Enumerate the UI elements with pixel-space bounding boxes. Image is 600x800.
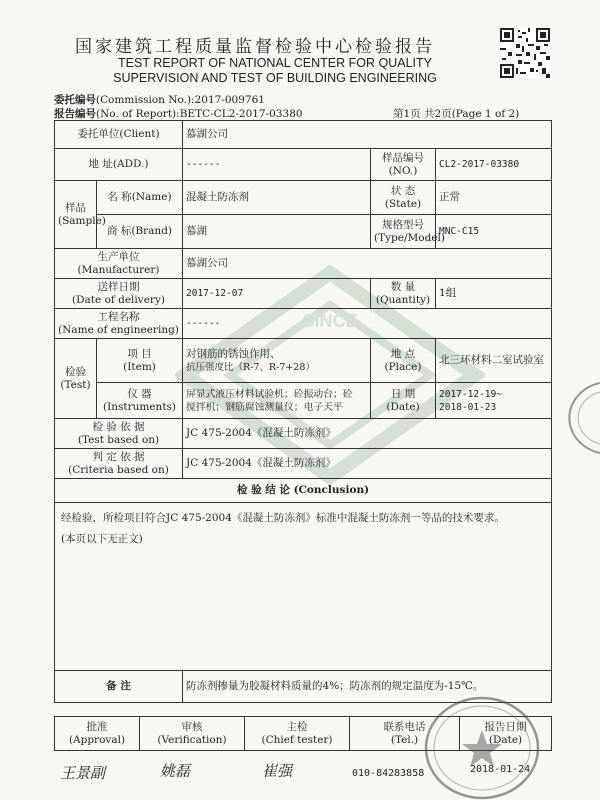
report-table [54, 120, 552, 703]
test-basis-label: 检 验 依 据 (Test based on) [55, 419, 183, 449]
conclusion-note: (本页以下无正文) [61, 533, 143, 545]
report-number: 报告编号(No. of Report):BETC-CL2-2017-03380 [54, 108, 303, 120]
approval-signature: 王景副 [60, 764, 106, 782]
engineering-label: 工程名称 (Name of engineering) [55, 309, 183, 339]
qr-code-icon [500, 28, 550, 78]
brand-value: 慕湖 [183, 215, 371, 249]
brand-label: 商 标(Brand) [97, 215, 183, 249]
page-info: 第1页 共2页(Page 1 of 2) [393, 108, 520, 120]
state-value: 正常 [436, 181, 552, 215]
edge-seal-icon [540, 378, 600, 458]
item-value: 对钢筋的锈蚀作用、 抗压强度比（R-7、R-7+28） [183, 339, 371, 383]
quantity-label: 数 量 (Quantity) [371, 279, 436, 309]
delivery-value: 2017-12-07 [183, 279, 371, 309]
tel-label: 联系电话 (Tel.) [350, 717, 460, 751]
title-en-line2: SUPERVISION AND TEST OF BUILDING ENGINEERING [113, 71, 437, 85]
report-date-value: 2018-01-24 [470, 764, 531, 775]
remarks-label: 备 注 [55, 671, 183, 703]
commission-number: 委托编号(Commission No.):2017-009761 [54, 94, 265, 106]
report-title-en [40, 56, 510, 86]
address-value: ------ [183, 149, 371, 181]
criteria-label: 判 定 依 据 (Criteria based on) [55, 449, 183, 479]
tel-value: 010-84283858 [352, 768, 425, 779]
type-value: MNC-C15 [436, 215, 552, 249]
sample-no-label: 样品编号 (NO.) [371, 149, 436, 181]
test-group-label: 检验 (Test) [55, 339, 97, 419]
chief-tester-label: 主检 (Chief tester) [245, 717, 350, 751]
official-seal-icon [422, 690, 542, 800]
test-basis-value: JC 475-2004《混凝土防冻剂》 [183, 419, 552, 449]
chief-tester-signature: 崔强 [262, 762, 293, 780]
title-en-line1: TEST REPORT OF NATIONAL CENTER FOR QUALITY [118, 56, 432, 70]
client-value: 慕湖公司 [183, 121, 552, 149]
conclusion-text: 经检验，所检项目符合JC 475-2004《混凝土防冻剂》标准中混凝土防冻剂一等品的技术要求。 [61, 512, 505, 524]
name-label: 名 称(Name) [97, 181, 183, 215]
client-label: 委托单位(Client) [55, 121, 183, 149]
criteria-value: JC 475-2004《混凝土防冻剂》 [183, 449, 552, 479]
delivery-label: 送样日期 (Date of delivery) [55, 279, 183, 309]
type-label: 规格型号 (Type/Model) [371, 215, 436, 249]
verification-label: 审核 (Verification) [140, 717, 245, 751]
engineering-value: ------ [183, 309, 552, 339]
sample-no-value: CL2-2017-03380 [436, 149, 552, 181]
sample-group-label: 样品 (Sample) [55, 181, 97, 249]
quantity-value: 1组 [436, 279, 552, 309]
watermark-text: SINCE [302, 311, 358, 331]
remarks-value: 防冻剂掺量为胶凝材料质量的4%；防冻剂的规定温度为-15℃。 [183, 671, 552, 703]
place-label: 地 点 (Place) [371, 339, 436, 383]
date-label: 日 期 (Date) [371, 383, 436, 419]
conclusion-body [55, 503, 552, 671]
date-value: 2017-12-19~ 2018-01-23 [436, 383, 552, 419]
report-title-cn: 国家建筑工程质量监督检验中心检验报告 [75, 37, 435, 57]
place-value: 北三环材料二室试验室 [436, 339, 552, 383]
state-label: 状 态 (State) [371, 181, 436, 215]
approval-label: 批准 (Approval) [55, 717, 140, 751]
manufacturer-value: 慕湖公司 [183, 249, 552, 279]
instruments-label: 仪 器 (Instruments) [97, 383, 183, 419]
report-date-label: 报告日期 (Date) [460, 717, 552, 751]
verification-signature: 姚磊 [160, 762, 191, 780]
name-value: 混凝土防冻剂 [183, 181, 371, 215]
manufacturer-label: 生产单位 (Manufacturer) [55, 249, 183, 279]
item-label: 项 目 (Item) [97, 339, 183, 383]
instruments-value: 屏显式液压材料试验机；砼振动台；砼 搅拌机；钢筋腐蚀测量仪；电子天平 [183, 383, 371, 419]
conclusion-heading: 检 验 结 论 (Conclusion) [55, 479, 552, 503]
address-label: 地 址(ADD.) [55, 149, 183, 181]
